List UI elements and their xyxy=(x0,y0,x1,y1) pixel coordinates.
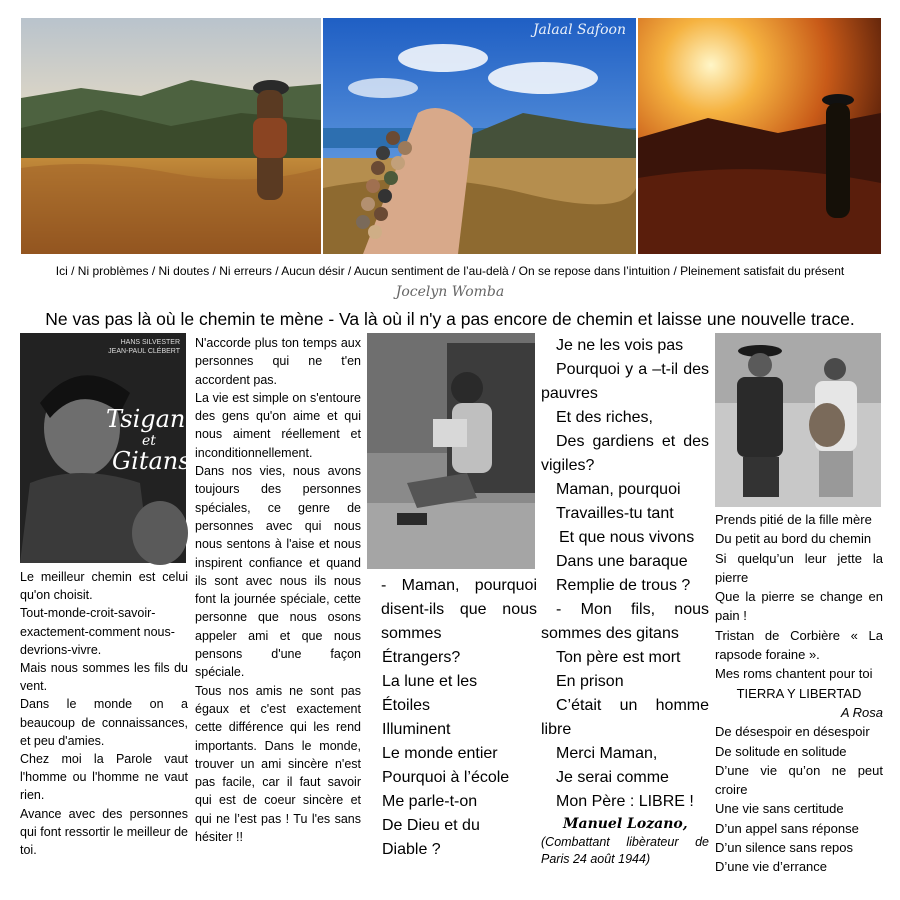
photo-boy-reading-art xyxy=(367,333,535,569)
photo-sunset-figure xyxy=(638,18,881,254)
poem2-line: Et que nous vivons xyxy=(559,529,695,546)
col1-paragraph: Chez moi la Parole vaut l'homme ou l'homme ne vaut rien. xyxy=(20,752,188,803)
book-cover-image xyxy=(20,333,212,563)
col5-line: Une vie sans certitude xyxy=(715,801,844,817)
poem2-note: (Combattant libèrateur de Paris 24 août 1944) xyxy=(541,835,709,866)
photo-boy-reading xyxy=(367,333,535,569)
col5-line: Du petit au bord du chemin xyxy=(715,531,872,547)
col1-paragraph: Dans le monde on a beaucoup de connaissances, et peu d'amies. xyxy=(20,697,188,748)
poem1-line: Le monde entier xyxy=(382,745,498,762)
poem2-line: En prison xyxy=(556,673,624,690)
col2-paragraph: N'accorde plus ton temps aux personnes qui ne t'en accordent pas. xyxy=(195,336,361,387)
poem1-line: Étoiles xyxy=(382,697,431,714)
col5-line: De désespoir en désespoir xyxy=(715,724,870,740)
col5-line: Mes roms chantent pour toi xyxy=(715,666,873,682)
caption-signature: Jocelyn Womba xyxy=(395,284,505,300)
col1-paragraph: Avance avec des personnes qui font ressortir le meilleur de toi. xyxy=(20,806,188,858)
column-1-text xyxy=(20,568,188,859)
photo-hills-woman xyxy=(21,18,321,254)
col1-paragraph: Tout-monde-croit-savoir-exactement-comment nous-devrions-vivre. xyxy=(20,606,175,657)
poem1-line: La lune et les xyxy=(382,673,478,690)
poem2-line: Travailles-tu tant xyxy=(556,505,674,522)
poem2-line: Remplie de trous ? xyxy=(556,577,691,594)
photo-musicians-art xyxy=(715,333,881,507)
poem1-line: Étrangers? xyxy=(382,649,461,666)
poem1-line: Diable ? xyxy=(382,841,441,858)
poem-2 xyxy=(541,334,709,868)
col5-line: Si quelqu’un leur jette la pierre xyxy=(715,550,883,585)
col5-line: Prends pitié de la fille mère xyxy=(715,512,872,527)
poem1-line: Pourquoi à l’école xyxy=(382,769,510,786)
col5-center: TIERRA Y LIBERTAD xyxy=(736,685,862,701)
poem1-line: Me parle-t-on xyxy=(382,793,478,810)
poem2-line: Mon Père : LIBRE ! xyxy=(556,793,694,810)
col2-paragraph: Tous nos amis ne sont pas égaux et c'est exactement cette différence qui les rend importants. Dans le monde, trouver un ami sincère n'est pas facile, car il faut savoir qui est de coeur sincère et qui ne l’est pas ! Tu l'es sans hésiter !! xyxy=(195,683,361,845)
column-5-text xyxy=(715,510,883,877)
col5-line: De solitude en solitude xyxy=(715,743,847,759)
col5-line: D’une vie qu’on ne peut croire xyxy=(715,762,883,798)
col2-paragraph: Dans nos vies, nous avons toujours des personnes spéciales, ce genre de personnes avec qui nous nous sentons à l'aise et nous inspirent confiance et quand ils sont avec nous ils nous font la journée spéciale, cette personne que nous osons appeler ami et que nous pensons d'une façon spéciale. xyxy=(195,464,361,680)
photo-hand-pebbles xyxy=(323,18,636,254)
poem2-line: Merci Maman, xyxy=(556,745,658,762)
poem2-line: Et des riches, xyxy=(556,409,653,426)
book-title-3: Gitans xyxy=(112,447,191,475)
photo-musicians xyxy=(715,333,881,507)
poem2-signature: Manuel Lozano, xyxy=(563,816,688,832)
photo-hand-pebbles-art xyxy=(323,18,636,254)
book-title-1: Tsiganes xyxy=(106,405,212,433)
poem2-line: C’était un homme libre xyxy=(541,697,709,738)
poem2-line: Je serai comme xyxy=(556,769,669,786)
photo-sunset-figure-art xyxy=(638,18,881,254)
poem1-line: Illuminent xyxy=(382,721,451,738)
headline: Ne vas pas là où le chemin te mène - Va là où il n'y a pas encore de chemin et laisse une nouvelle trace. xyxy=(45,309,855,329)
poem2-line: Pourquoi y a –t-il des pauvres xyxy=(541,361,709,402)
col5-line: D’un silence sans repos xyxy=(715,840,854,856)
watermark-signature: Jalaal Safoon xyxy=(532,22,626,38)
col5-line: D’une vie d’errance xyxy=(715,859,828,875)
col2-paragraph: La vie est simple on s'entoure des gens qu'on aime et qui nous aiment réellement et inconditionnellement. xyxy=(195,390,361,460)
poem1-opening: - Maman, pourquoi disent-ils que nous sommes xyxy=(381,577,537,642)
poem2-line: Dans une baraque xyxy=(556,553,688,570)
poem-1 xyxy=(367,574,537,862)
column-2-text xyxy=(195,334,361,846)
book-authors-1: HANS SILVESTER xyxy=(120,339,180,346)
poem2-line: Ton père est mort xyxy=(556,649,681,666)
col1-paragraph: Le meilleur chemin est celui qu'on choisit. xyxy=(20,570,188,603)
poem2-line: - Mon fils, nous sommes des gitans xyxy=(541,601,709,642)
caption-line: Ici / Ni problèmes / Ni doutes / Ni erreurs / Aucun désir / Aucun sentiment de l’au-delà / On se repose dans l’intuition / Pleinement satisfait du présent xyxy=(55,264,845,278)
poem2-line: Maman, pourquoi xyxy=(556,481,681,498)
poem2-line: Je ne les vois pas xyxy=(556,337,684,354)
col5-line: Tristan de Corbière « La rapsode foraine ». xyxy=(715,627,883,663)
poem1-line: De Dieu et du xyxy=(382,817,480,834)
poem2-line: Des gardiens et des vigiles? xyxy=(541,433,709,474)
book-title-2: et xyxy=(142,433,156,449)
book-authors-2: JEAN-PAUL CLÉBERT xyxy=(108,348,180,355)
col5-dedication: A Rosa xyxy=(840,704,883,720)
col1-paragraph: Mais nous sommes les fils du vent. xyxy=(20,661,188,694)
col5-line: Que la pierre se change en pain ! xyxy=(715,589,883,624)
photo-hills-woman-art xyxy=(21,18,321,254)
col5-line: D’un appel sans réponse xyxy=(715,820,859,836)
